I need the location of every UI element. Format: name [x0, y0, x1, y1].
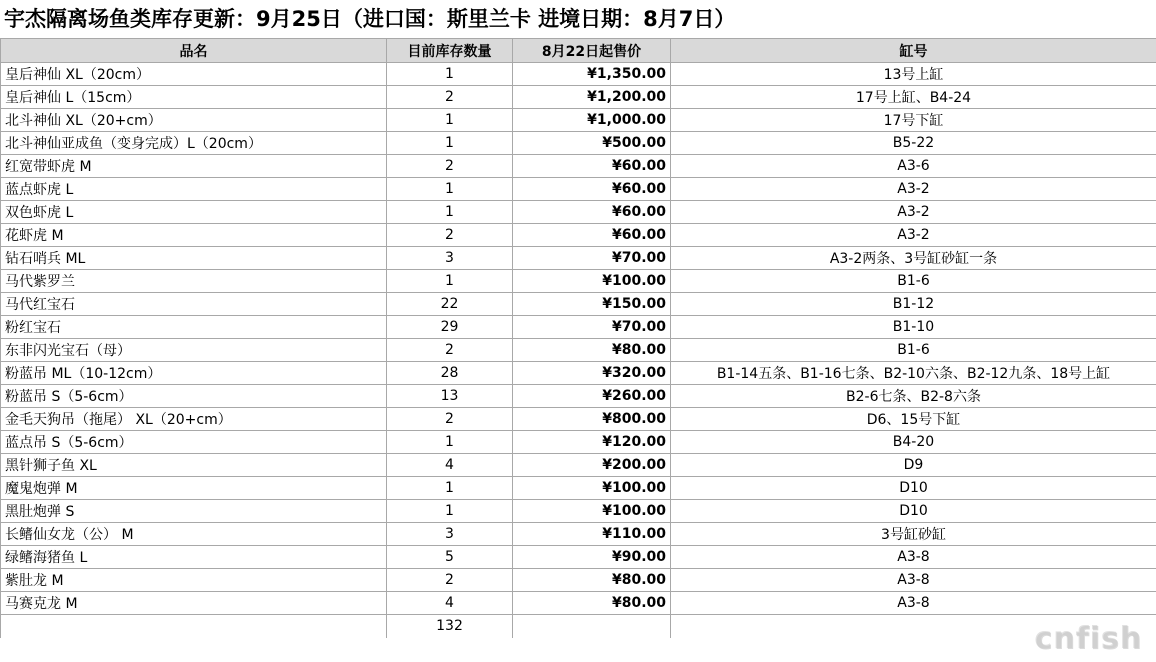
watermark-text: cnfish — [1034, 621, 1142, 656]
table-row — [1, 500, 1156, 523]
tank-cell: D9 — [671, 454, 1156, 477]
table-row — [1, 477, 1156, 500]
table-row — [1, 523, 1156, 546]
tank-cell: A3-2 — [671, 201, 1156, 224]
name-cell: 钻石哨兵 ML — [1, 247, 387, 270]
total-price-cell — [513, 615, 671, 638]
name-cell: 粉红宝石 — [1, 316, 387, 339]
qty-cell: 1 — [387, 132, 513, 155]
name-cell: 马赛克龙 M — [1, 592, 387, 615]
column-header-price: 8月22日起售价 — [513, 39, 671, 63]
table-row — [1, 63, 1156, 86]
qty-cell: 4 — [387, 592, 513, 615]
qty-cell: 22 — [387, 293, 513, 316]
name-cell: 皇后神仙 XL（20cm） — [1, 63, 387, 86]
qty-cell: 2 — [387, 408, 513, 431]
qty-cell: 2 — [387, 569, 513, 592]
name-cell: 双色虾虎 L — [1, 201, 387, 224]
qty-cell: 1 — [387, 431, 513, 454]
tank-cell: 17号下缸 — [671, 109, 1156, 132]
price-cell: ¥100.00 — [513, 270, 671, 293]
qty-cell: 2 — [387, 224, 513, 247]
price-cell: ¥60.00 — [513, 201, 671, 224]
price-cell: ¥100.00 — [513, 477, 671, 500]
tank-cell: 13号上缸 — [671, 63, 1156, 86]
tank-cell: B1-10 — [671, 316, 1156, 339]
price-cell: ¥260.00 — [513, 385, 671, 408]
table-row — [1, 339, 1156, 362]
qty-cell: 1 — [387, 270, 513, 293]
qty-cell: 1 — [387, 178, 513, 201]
table-row — [1, 201, 1156, 224]
tank-cell: D10 — [671, 477, 1156, 500]
price-cell: ¥150.00 — [513, 293, 671, 316]
qty-cell: 2 — [387, 155, 513, 178]
table-row — [1, 155, 1156, 178]
qty-cell: 3 — [387, 247, 513, 270]
name-cell: 北斗神仙 XL（20+cm） — [1, 109, 387, 132]
table-row — [1, 592, 1156, 615]
qty-cell: 28 — [387, 362, 513, 385]
table-row — [1, 362, 1156, 385]
qty-cell: 1 — [387, 201, 513, 224]
price-cell: ¥60.00 — [513, 224, 671, 247]
tank-cell: 3号缸砂缸 — [671, 523, 1156, 546]
tank-cell: D6、15号下缸 — [671, 408, 1156, 431]
name-cell: 皇后神仙 L（15cm） — [1, 86, 387, 109]
inventory-table — [0, 38, 1156, 638]
tank-cell: B5-22 — [671, 132, 1156, 155]
qty-cell: 4 — [387, 454, 513, 477]
table-row — [1, 132, 1156, 155]
table-row — [1, 546, 1156, 569]
name-cell: 黑肚炮弹 S — [1, 500, 387, 523]
total-row — [1, 615, 1156, 638]
qty-cell: 1 — [387, 63, 513, 86]
name-cell: 粉蓝吊 S（5-6cm） — [1, 385, 387, 408]
price-cell: ¥500.00 — [513, 132, 671, 155]
name-cell: 花虾虎 M — [1, 224, 387, 247]
tank-cell: A3-6 — [671, 155, 1156, 178]
table-row — [1, 431, 1156, 454]
table-row — [1, 385, 1156, 408]
price-cell: ¥1,200.00 — [513, 86, 671, 109]
tank-cell: A3-8 — [671, 569, 1156, 592]
total-tank-cell — [671, 615, 1156, 638]
tank-cell: B1-12 — [671, 293, 1156, 316]
tank-cell: B1-6 — [671, 339, 1156, 362]
qty-cell: 2 — [387, 86, 513, 109]
qty-cell: 2 — [387, 339, 513, 362]
table-row — [1, 178, 1156, 201]
tank-cell: B4-20 — [671, 431, 1156, 454]
price-cell: ¥80.00 — [513, 339, 671, 362]
table-row — [1, 109, 1156, 132]
price-cell: ¥60.00 — [513, 178, 671, 201]
table-row — [1, 316, 1156, 339]
name-cell: 蓝点吊 S（5-6cm） — [1, 431, 387, 454]
tank-cell: 17号上缸、B4-24 — [671, 86, 1156, 109]
tank-cell: A3-2两条、3号缸砂缸一条 — [671, 247, 1156, 270]
tank-cell: D10 — [671, 500, 1156, 523]
name-cell: 马代紫罗兰 — [1, 270, 387, 293]
table-row — [1, 569, 1156, 592]
qty-cell: 1 — [387, 500, 513, 523]
header-row — [1, 39, 1156, 63]
tank-cell: A3-8 — [671, 546, 1156, 569]
qty-cell: 3 — [387, 523, 513, 546]
price-cell: ¥800.00 — [513, 408, 671, 431]
price-cell: ¥200.00 — [513, 454, 671, 477]
total-qty: 132 — [387, 615, 513, 638]
table-row — [1, 408, 1156, 431]
price-cell: ¥70.00 — [513, 316, 671, 339]
tank-cell: B1-6 — [671, 270, 1156, 293]
price-cell: ¥100.00 — [513, 500, 671, 523]
price-cell: ¥60.00 — [513, 155, 671, 178]
qty-cell: 1 — [387, 109, 513, 132]
column-header-qty: 目前库存数量 — [387, 39, 513, 63]
total-label-cell — [1, 615, 387, 638]
name-cell: 蓝点虾虎 L — [1, 178, 387, 201]
price-cell: ¥80.00 — [513, 592, 671, 615]
table-row — [1, 270, 1156, 293]
table-row — [1, 86, 1156, 109]
name-cell: 北斗神仙亚成鱼（变身完成）L（20cm） — [1, 132, 387, 155]
tank-cell: B1-14五条、B1-16七条、B2-10六条、B2-12九条、18号上缸 — [671, 362, 1156, 385]
page-title: 宇杰隔离场鱼类库存更新：9月25日（进口国：斯里兰卡 进境日期：8月7日） — [4, 7, 736, 31]
name-cell: 粉蓝吊 ML（10-12cm） — [1, 362, 387, 385]
tank-cell: A3-2 — [671, 178, 1156, 201]
table-row — [1, 247, 1156, 270]
tank-cell: A3-8 — [671, 592, 1156, 615]
tank-cell: B2-6七条、B2-8六条 — [671, 385, 1156, 408]
tank-cell: A3-2 — [671, 224, 1156, 247]
price-cell: ¥1,000.00 — [513, 109, 671, 132]
price-cell: ¥70.00 — [513, 247, 671, 270]
price-cell: ¥1,350.00 — [513, 63, 671, 86]
qty-cell: 29 — [387, 316, 513, 339]
table-row — [1, 293, 1156, 316]
qty-cell: 1 — [387, 477, 513, 500]
qty-cell: 5 — [387, 546, 513, 569]
column-header-tank: 缸号 — [671, 39, 1156, 63]
price-cell: ¥120.00 — [513, 431, 671, 454]
name-cell: 长鳍仙女龙（公） M — [1, 523, 387, 546]
table-row — [1, 224, 1156, 247]
qty-cell: 13 — [387, 385, 513, 408]
price-cell: ¥320.00 — [513, 362, 671, 385]
name-cell: 魔鬼炮弹 M — [1, 477, 387, 500]
table-row — [1, 454, 1156, 477]
name-cell: 绿鳍海猪鱼 L — [1, 546, 387, 569]
name-cell: 黑针狮子鱼 XL — [1, 454, 387, 477]
column-header-name: 品名 — [1, 39, 387, 63]
name-cell: 红宽带虾虎 M — [1, 155, 387, 178]
name-cell: 马代红宝石 — [1, 293, 387, 316]
name-cell: 金毛天狗吊（拖尾） XL（20+cm） — [1, 408, 387, 431]
name-cell: 东非闪光宝石（母） — [1, 339, 387, 362]
price-cell: ¥80.00 — [513, 569, 671, 592]
price-cell: ¥90.00 — [513, 546, 671, 569]
name-cell: 紫肚龙 M — [1, 569, 387, 592]
price-cell: ¥110.00 — [513, 523, 671, 546]
